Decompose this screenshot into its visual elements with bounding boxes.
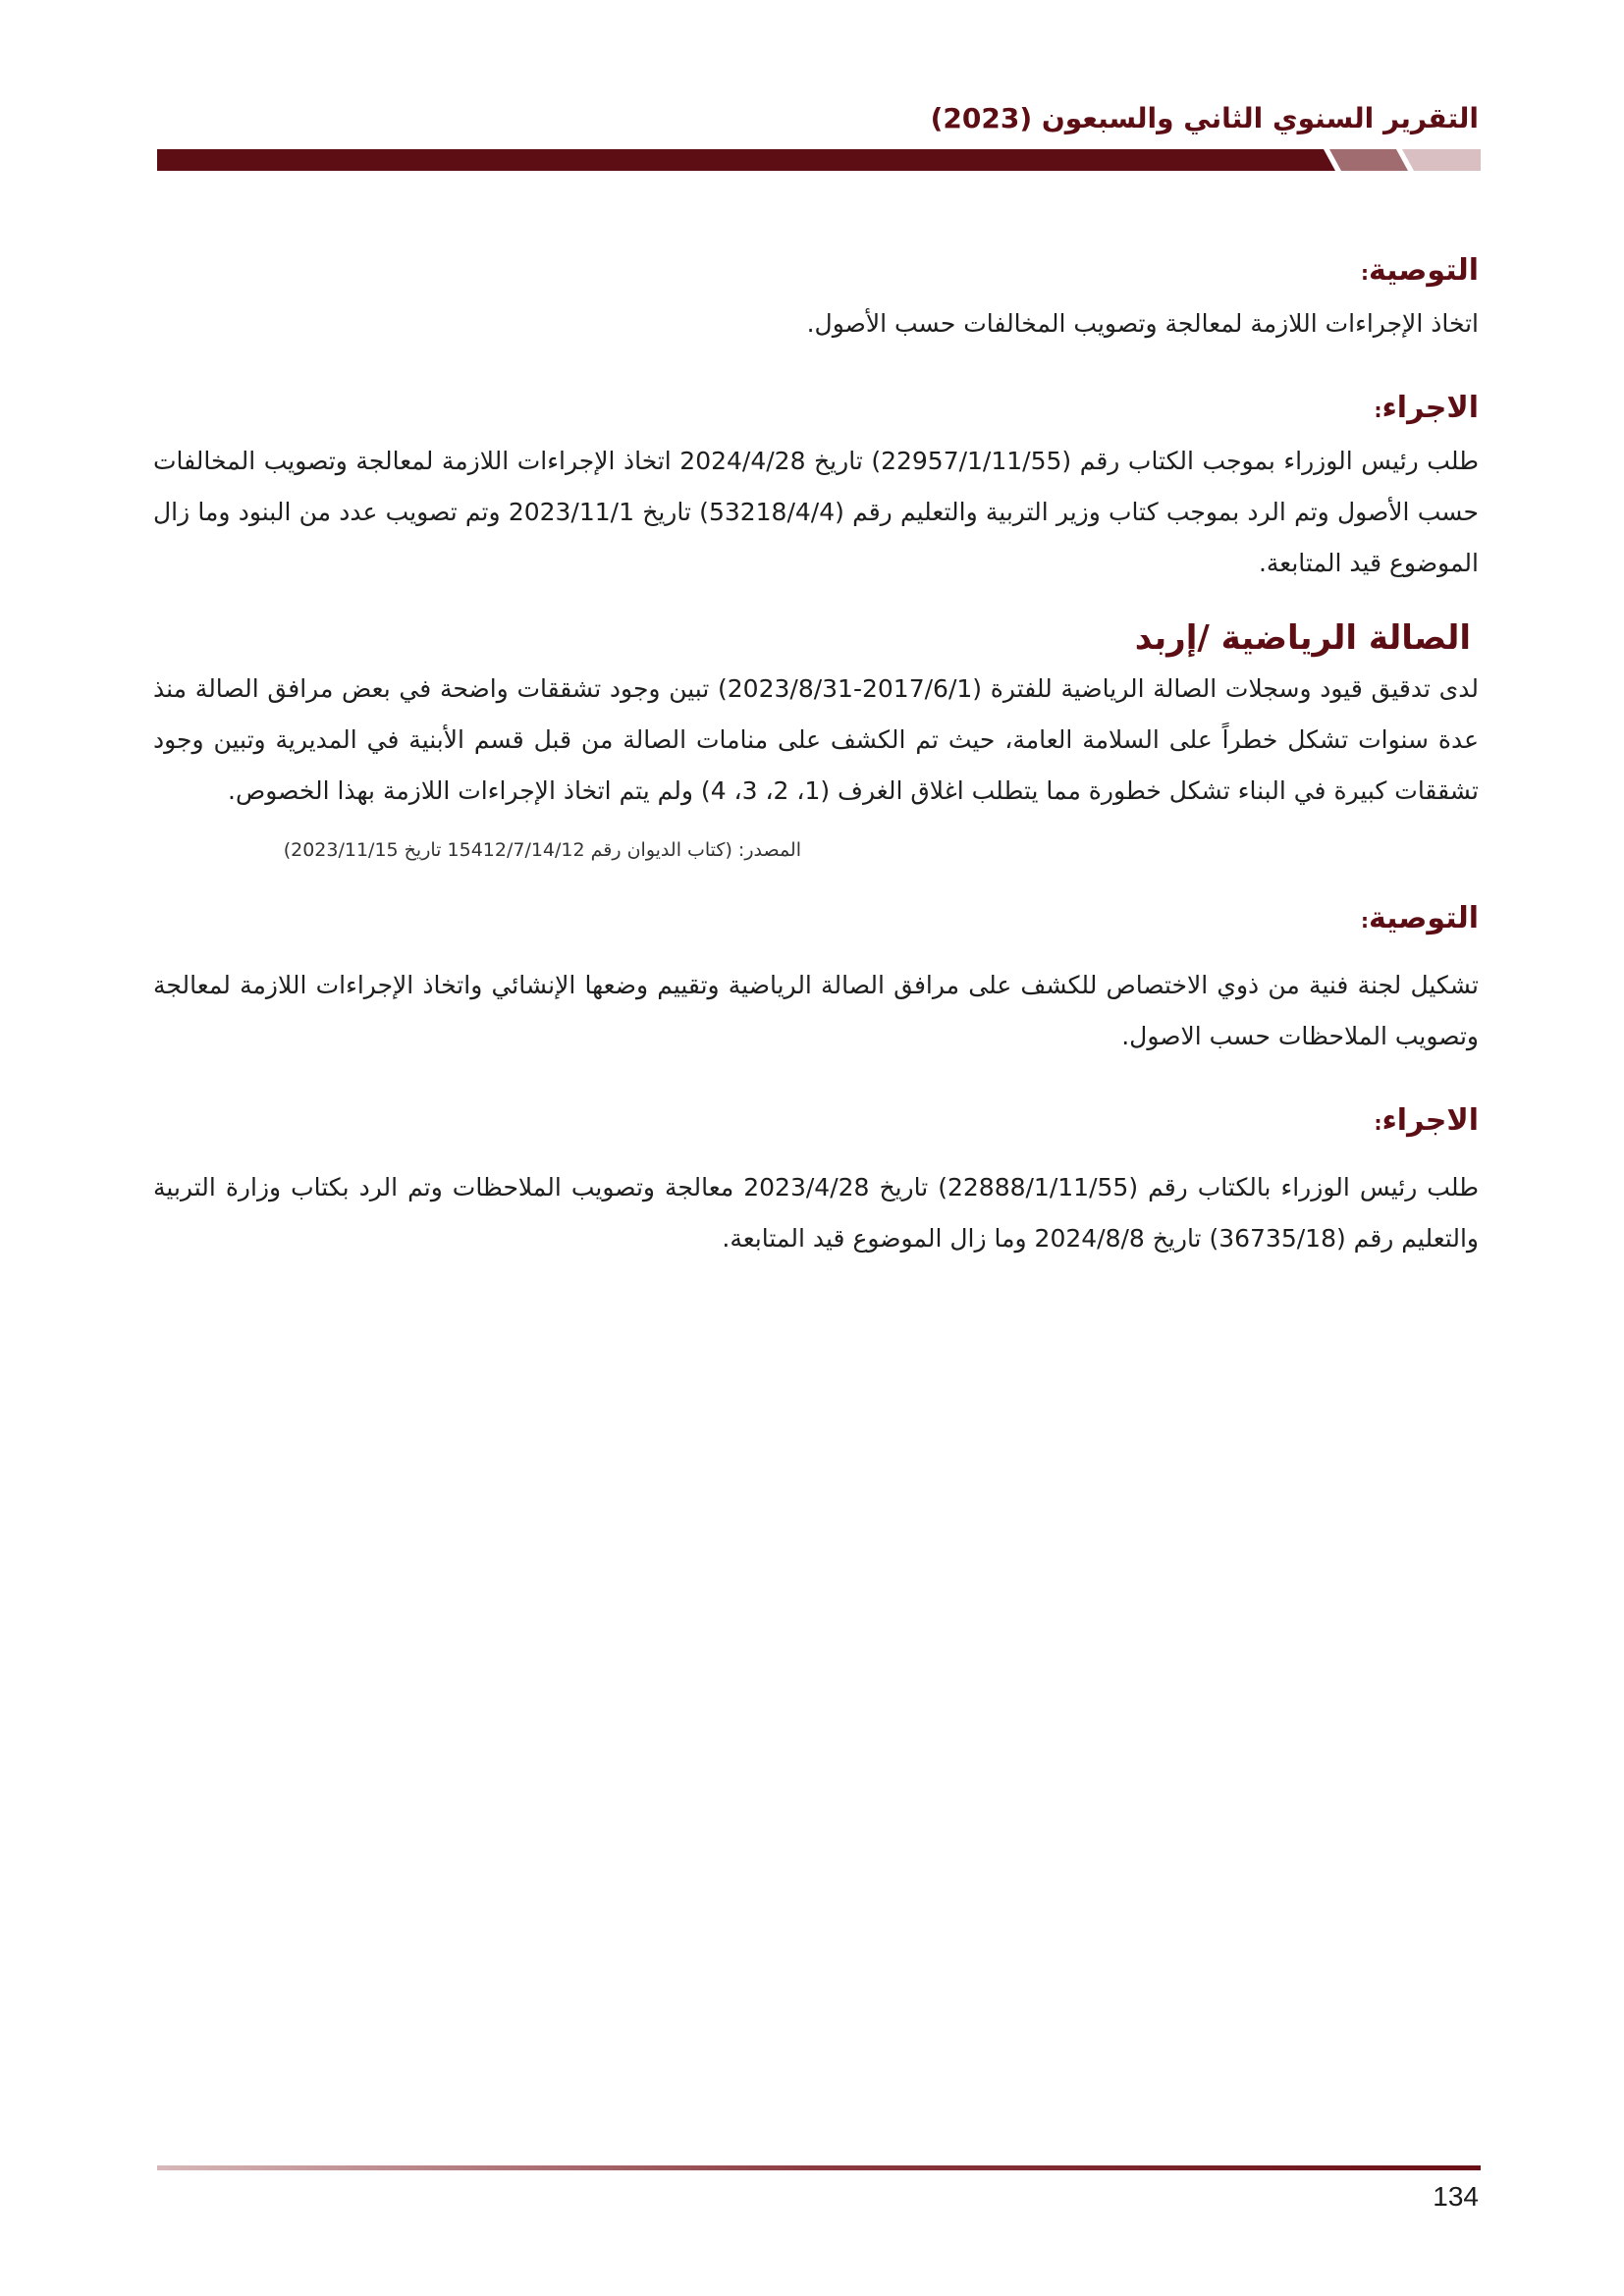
recommendation-heading-1: التوصية:	[1360, 253, 1479, 288]
page-number: 134	[1433, 2181, 1479, 2212]
recommendation-text-1: اتخاذ الإجراءات اللازمة لمعالجة وتصويب المخالفات حسب الأصول.	[806, 309, 1479, 338]
sports-hall-body-text: لدى تدقيق قيود وسجلات الصالة الرياضية للفترة (2017/6/1-2023/8/31) تبين وجود تشققات واضحة في بعض مرافق الصالة منذ عدة سنوات تشكل خطراً على السلامة العامة، حيث تم الكشف على منامات الصالة من قبل قسم الأبنية في المديرية وتبين وجود تشققات كبيرة في البناء تشكل خطورة مما يتطلب اغلاق الغرف (1، 2، 3، 4) ولم يتم اتخاذ الإجراءات اللازمة بهذا الخصوص.	[153, 674, 1479, 805]
action-heading-2: الاجراء:	[1374, 1103, 1479, 1138]
page-content	[153, 245, 1479, 1264]
action-text-1: طلب رئيس الوزراء بموجب الكتاب رقم (22957/1/11/55) تاريخ 2024/4/28 اتخاذ الإجراءات اللازمة لمعالجة وتصويب المخالفات حسب الأصول وتم الرد بموجب كتاب وزير التربية والتعليم رقم (53218/4/4) تاريخ 2023/11/1 وتم تصويب عدد من البنود وما زال الموضوع قيد المتابعة.	[153, 447, 1480, 577]
header-bar-middle	[1329, 149, 1408, 171]
recommendation-text-2: تشكيل لجنة فنية من ذوي الاختصاص للكشف على مرافق الصالة الرياضية وتقييم وضعها الإنشائي واتخاذ الإجراءات اللازمة لمعالجة وتصويب الملاحظات حسب الاصول.	[153, 971, 1479, 1050]
action-text-2: طلب رئيس الوزراء بالكتاب رقم (22888/1/11/55) تاريخ 2023/4/28 معالجة وتصويب الملاحظات وتم الرد بكتاب وزارة التربية والتعليم رقم (36735/18) تاريخ 2024/8/8 وما زال الموضوع قيد المتابعة.	[153, 1173, 1480, 1253]
source-citation: المصدر: (كتاب الديوان رقم 15412/7/14/12 تاريخ 2023/11/15)	[283, 839, 801, 861]
footer-divider	[157, 2165, 1481, 2170]
header-bar-end	[1402, 149, 1481, 171]
header-bar-main	[157, 149, 1335, 171]
header-bar-graphic	[157, 149, 1481, 171]
recommendation-heading-2: التوصية:	[1360, 901, 1479, 935]
section-title-sports-hall-irbid: الصالة الرياضية /إربد	[1134, 618, 1471, 658]
action-heading-1: الاجراء:	[1374, 391, 1479, 425]
header-decorative-bar	[157, 149, 1481, 171]
report-header-title: التقرير السنوي الثاني والسبعون (2023)	[930, 102, 1479, 134]
